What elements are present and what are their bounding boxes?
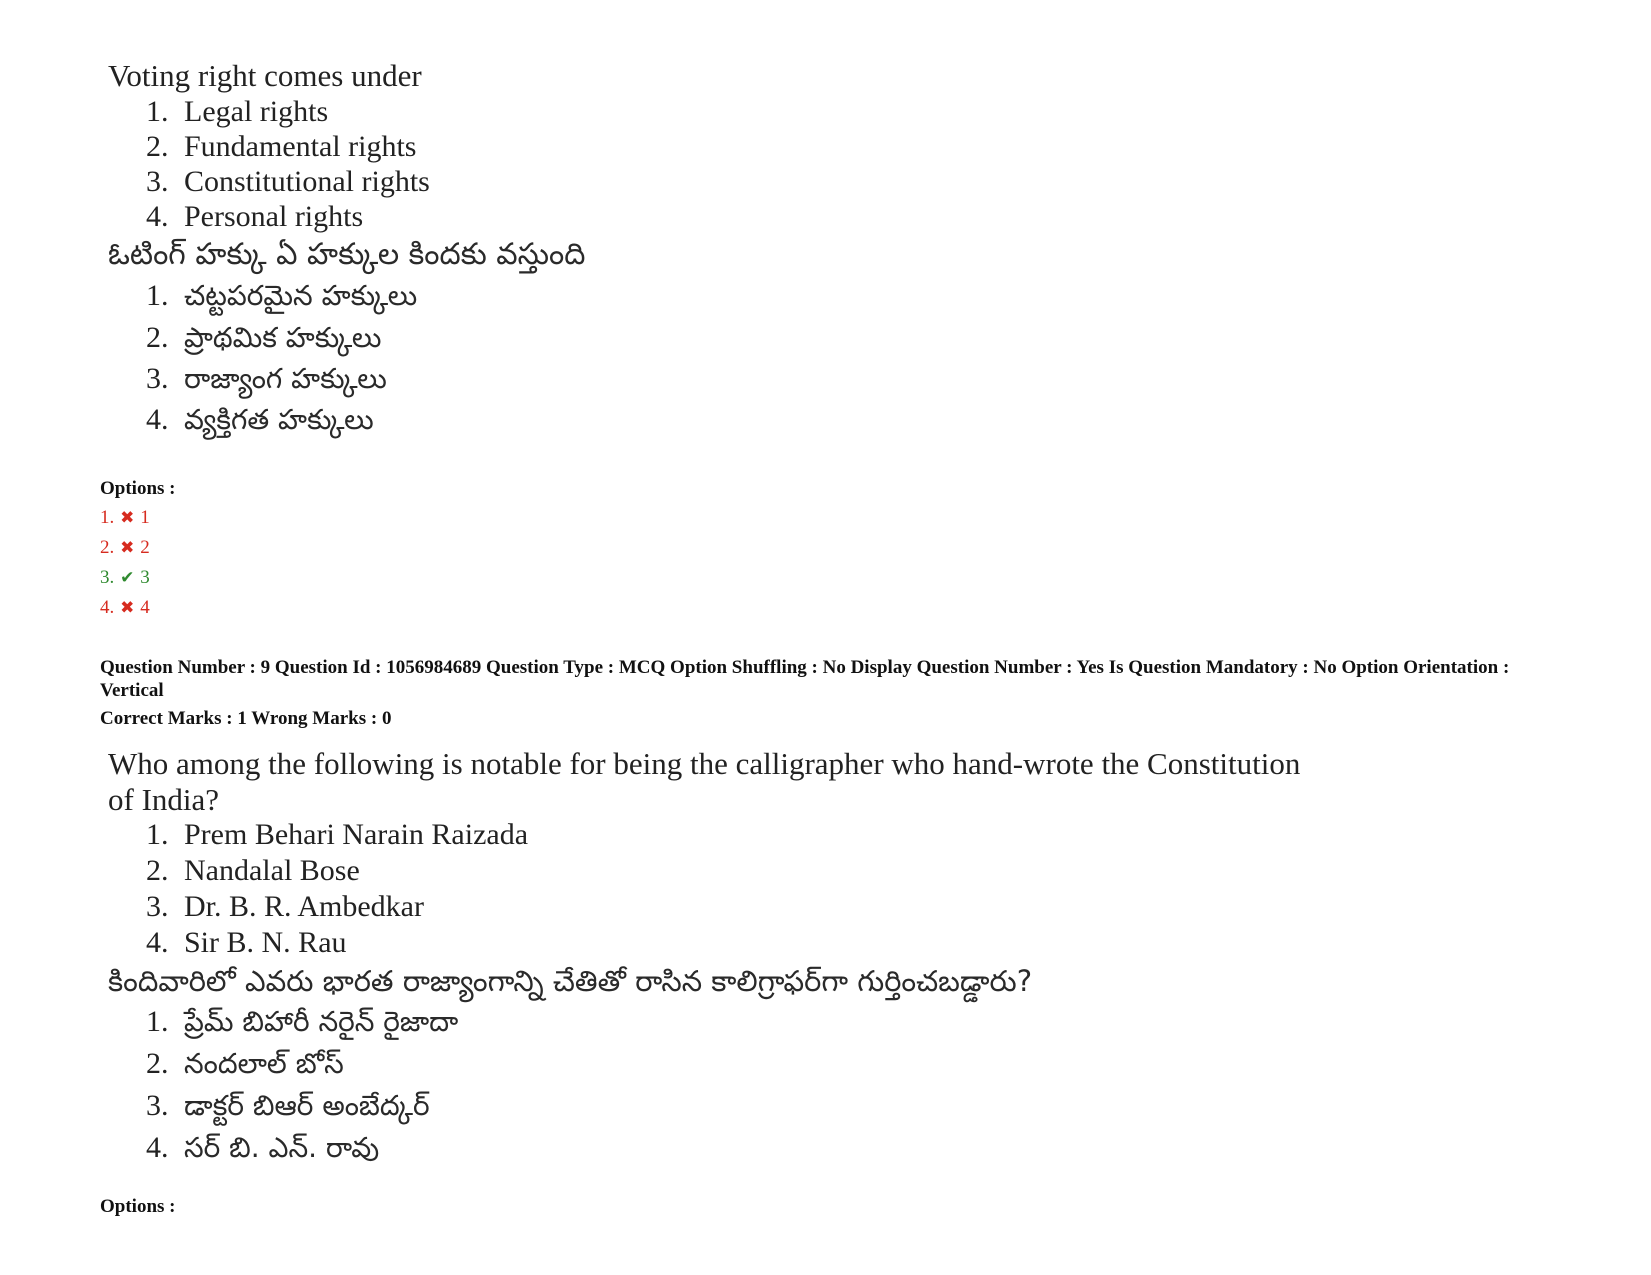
q8-answer-2: 2. ✖ 2 [100,537,150,558]
q9-option-en-4: 4. Sir B. N. Rau [146,926,347,959]
q9-stem-en-line2: of India? [108,782,220,817]
q9-meta: Question Number : 9 Question Id : 1056984689 Question Type : MCQ Option Shuffling : No Display Question Number : Yes Is Question Mandatory : No Option Orientation : Vertical [100,657,1510,701]
q9-options-heading: Options : [100,1196,176,1217]
q8-option-te-3: 3. రాజ్యాంగ హక్కులు [146,362,387,395]
q8-option-te-2: 2. ప్రాథమిక హక్కులు [146,321,382,354]
q8-option-te-1: 1. చట్టపరమైన హక్కులు [146,279,418,312]
q8-option-en-2: 2. Fundamental rights [146,130,417,163]
q9-option-te-2: 2. నందలాల్ బోస్ [146,1047,344,1080]
q9-option-en-3: 3. Dr. B. R. Ambedkar [146,890,424,923]
cross-icon: ✖ [120,598,135,617]
q8-answer-3: 3. ✔ 3 [100,567,150,588]
q9-option-en-1: 1. Prem Behari Narain Raizada [146,818,529,851]
q9-option-te-3: 3. డాక్టర్ బిఆర్ అంబేద్కర్ [146,1089,430,1122]
q8-options-heading: Options : [100,478,176,499]
q8-answer-1: 1. ✖ 1 [100,507,150,528]
q8-answer-4: 4. ✖ 4 [100,597,150,618]
q8-option-en-4: 4. Personal rights [146,200,364,233]
cross-icon: ✖ [120,538,135,557]
q8-option-en-1: 1. Legal rights [146,95,329,128]
q8-option-te-4: 4. వ్యక్తిగత హక్కులు [146,403,374,436]
q9-option-te-4: 4. సర్ బి. ఎన్. రావు [146,1131,380,1164]
q9-stem-te: కిందివారిలో ఎవరు భారత రాజ్యాంగాన్ని చేతితో రాసిన కాలిగ్రాఫర్‌గా గుర్తించబడ్డారు? [108,964,1033,998]
q8-stem-en: Voting right comes under [108,58,422,93]
cross-icon: ✖ [120,508,135,527]
q9-marks: Correct Marks : 1 Wrong Marks : 0 [100,708,392,729]
q9-option-te-1: 1. ప్రేమ్ బిహారీ నరైన్ రైజాదా [146,1005,459,1038]
check-icon: ✔ [120,568,135,587]
q9-option-en-2: 2. Nandalal Bose [146,854,360,887]
q9-stem-en-line1: Who among the following is notable for being the calligrapher who hand-wrote the Constitution [108,746,1301,781]
q8-option-en-3: 3. Constitutional rights [146,165,430,198]
q8-stem-te: ఓటింగ్ హక్కు ఏ హక్కుల కిందకు వస్తుంది [108,237,586,272]
